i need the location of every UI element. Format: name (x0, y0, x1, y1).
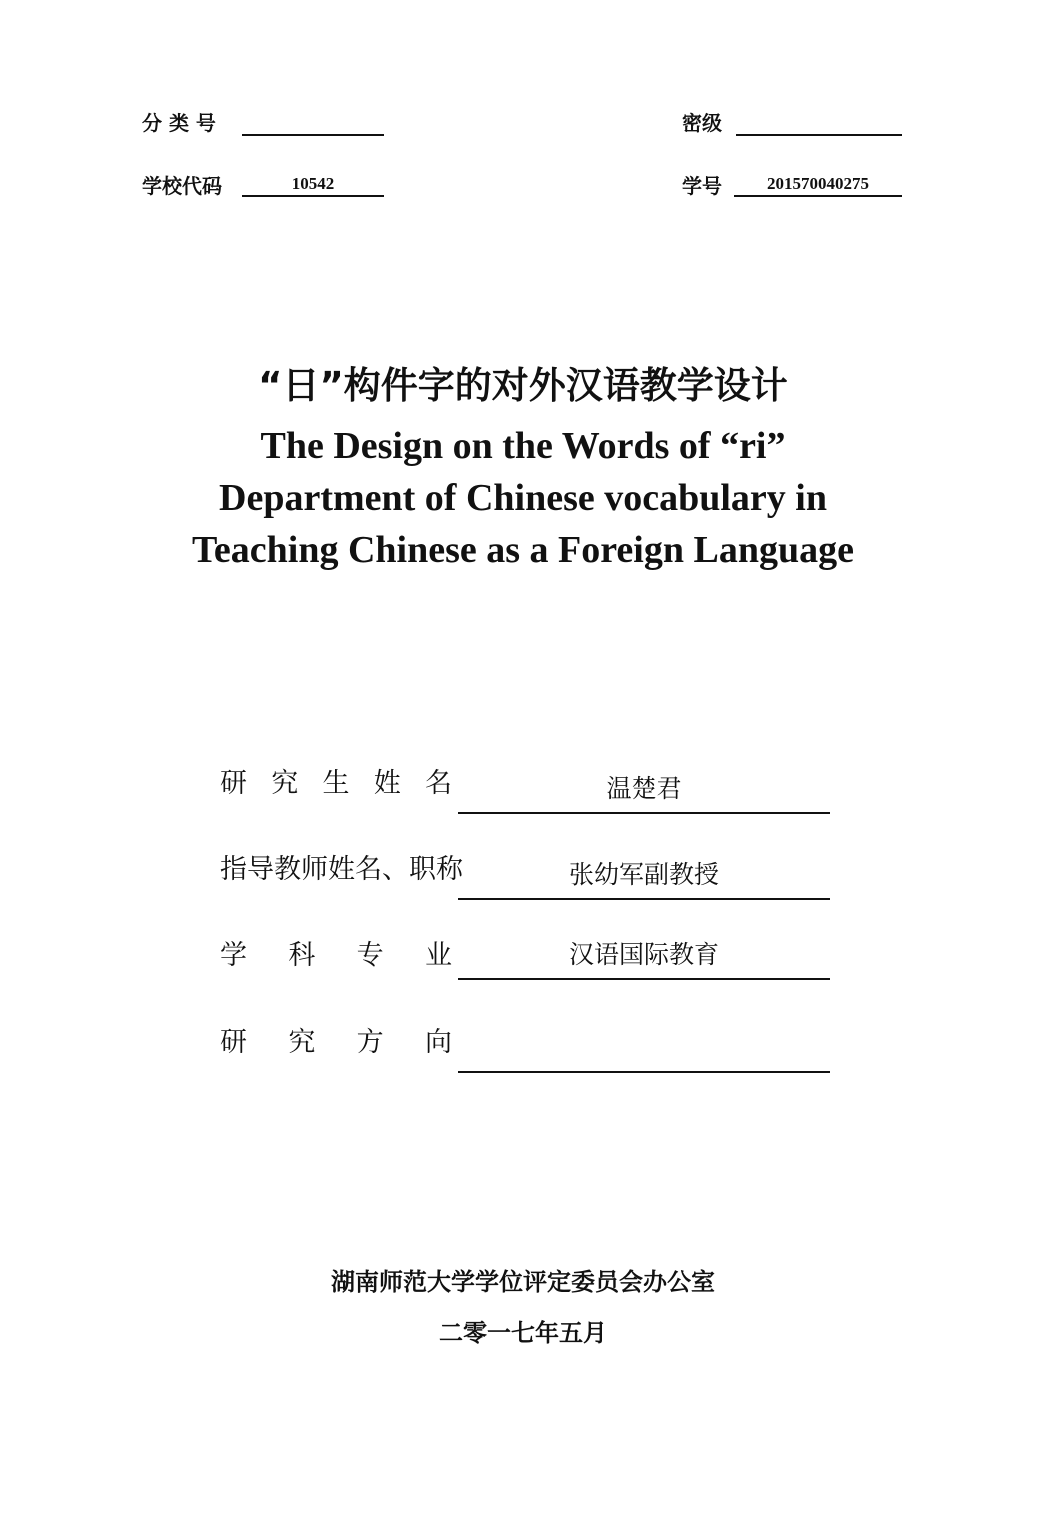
school-code-value: 10542 (242, 171, 384, 197)
school-code-label: 学校代码 (142, 174, 222, 198)
secrecy-label: 密级 (682, 111, 722, 135)
major-label: 学 科 专 业 (220, 940, 452, 971)
student-id-label: 学号 (682, 174, 722, 198)
student-name-label: 研 究 生 姓 名 (220, 768, 452, 799)
research-direction-value (458, 1031, 830, 1073)
advisor-label: 指导教师姓名、职称 (220, 854, 463, 885)
english-title-line-2: Department of Chinese vocabulary in (219, 477, 827, 519)
issue-date: 二零一七年五月 (439, 1319, 607, 1347)
chinese-title: “日”构件字的对外汉语教学设计 (258, 364, 788, 407)
classification-label: 分 类 号 (142, 111, 216, 135)
research-direction-label: 研 究 方 向 (220, 1027, 452, 1058)
advisor-value: 张幼军副教授 (458, 858, 830, 900)
english-title-line-3: Teaching Chinese as a Foreign Language (192, 529, 854, 571)
major-value: 汉语国际教育 (458, 938, 830, 980)
student-name-value: 温楚君 (458, 772, 830, 814)
classification-value (242, 110, 384, 136)
english-title-line-1: The Design on the Words of “ri” (260, 425, 786, 467)
secrecy-value (736, 110, 902, 136)
student-id-value: 201570040275 (734, 171, 902, 197)
issuing-office: 湖南师范大学学位评定委员会办公室 (331, 1268, 715, 1296)
